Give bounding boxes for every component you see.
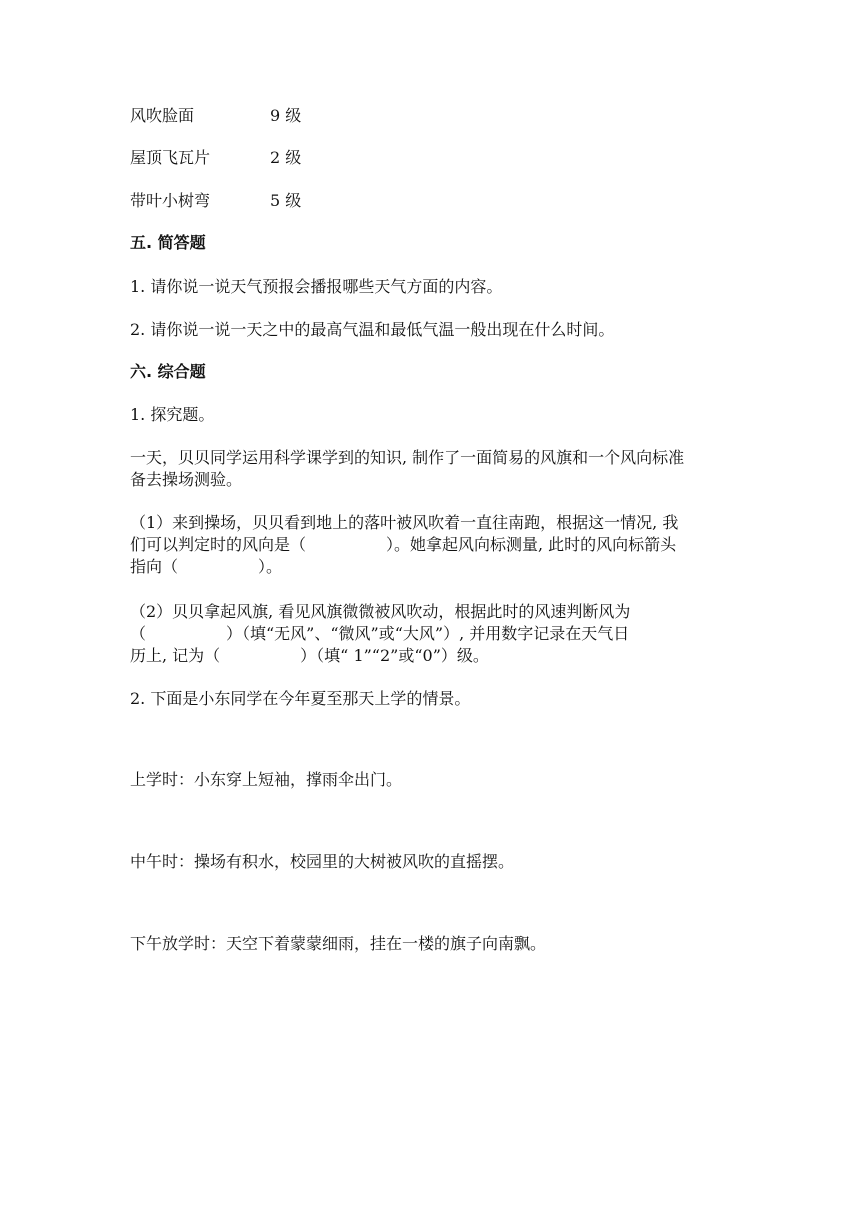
match-level-3: 5 级 bbox=[270, 191, 302, 210]
match-phenomenon-2: 屋顶飞瓦片 bbox=[130, 148, 211, 167]
part-2-line-3: 历上, 记为（ ）（填“ 1”“2”或“0”）级。 bbox=[130, 646, 489, 665]
section-heading-comprehensive: 六. 综合题 bbox=[130, 362, 206, 381]
scene-noon: 中午时：操场有积水，校园里的大树被风吹的直摇摆。 bbox=[130, 852, 515, 871]
match-level-1: 9 级 bbox=[270, 106, 302, 125]
scene-morning: 上学时：小东穿上短袖，撑雨伞出门。 bbox=[130, 770, 403, 789]
intro-line-2: 备去操场测验。 bbox=[130, 470, 243, 489]
match-phenomenon-1: 风吹脸面 bbox=[130, 106, 195, 125]
section-heading-short-answer: 五. 简答题 bbox=[130, 233, 206, 252]
scene-afternoon: 下午放学时：天空下着蒙蒙细雨，挂在一楼的旗子向南飘。 bbox=[130, 934, 547, 953]
question-1-title: 1. 探究题。 bbox=[130, 405, 215, 424]
short-answer-question-1: 1. 请你说一说天气预报会播报哪些天气方面的内容。 bbox=[130, 277, 503, 296]
part-2-line-1: （2）贝贝拿起风旗, 看见风旗微微被风吹动，根据此时的风速判断风为 bbox=[130, 602, 631, 621]
part-2-line-2: （ ）（填“无风”、“微风”或“大风”）, 并用数字记录在天气日 bbox=[130, 624, 630, 643]
question-2-title: 2. 下面是小东同学在今年夏至那天上学的情景。 bbox=[130, 689, 471, 708]
short-answer-question-2: 2. 请你说一说一天之中的最高气温和最低气温一般出现在什么时间。 bbox=[130, 320, 615, 339]
match-phenomenon-3: 带叶小树弯 bbox=[130, 191, 211, 210]
intro-line-1: 一天，贝贝同学运用科学课学到的知识, 制作了一面简易的风旗和一个风向标准 bbox=[130, 448, 685, 467]
part-1-line-1: （1）来到操场，贝贝看到地上的落叶被风吹着一直往南跑，根据这一情况, 我 bbox=[130, 513, 679, 532]
part-1-line-3: 指向（ ）。 bbox=[130, 557, 283, 576]
part-1-line-2: 们可以判定时的风向是（ ）。她拿起风向标测量, 此时的风向标箭头 bbox=[130, 535, 677, 554]
match-level-2: 2 级 bbox=[270, 148, 302, 167]
